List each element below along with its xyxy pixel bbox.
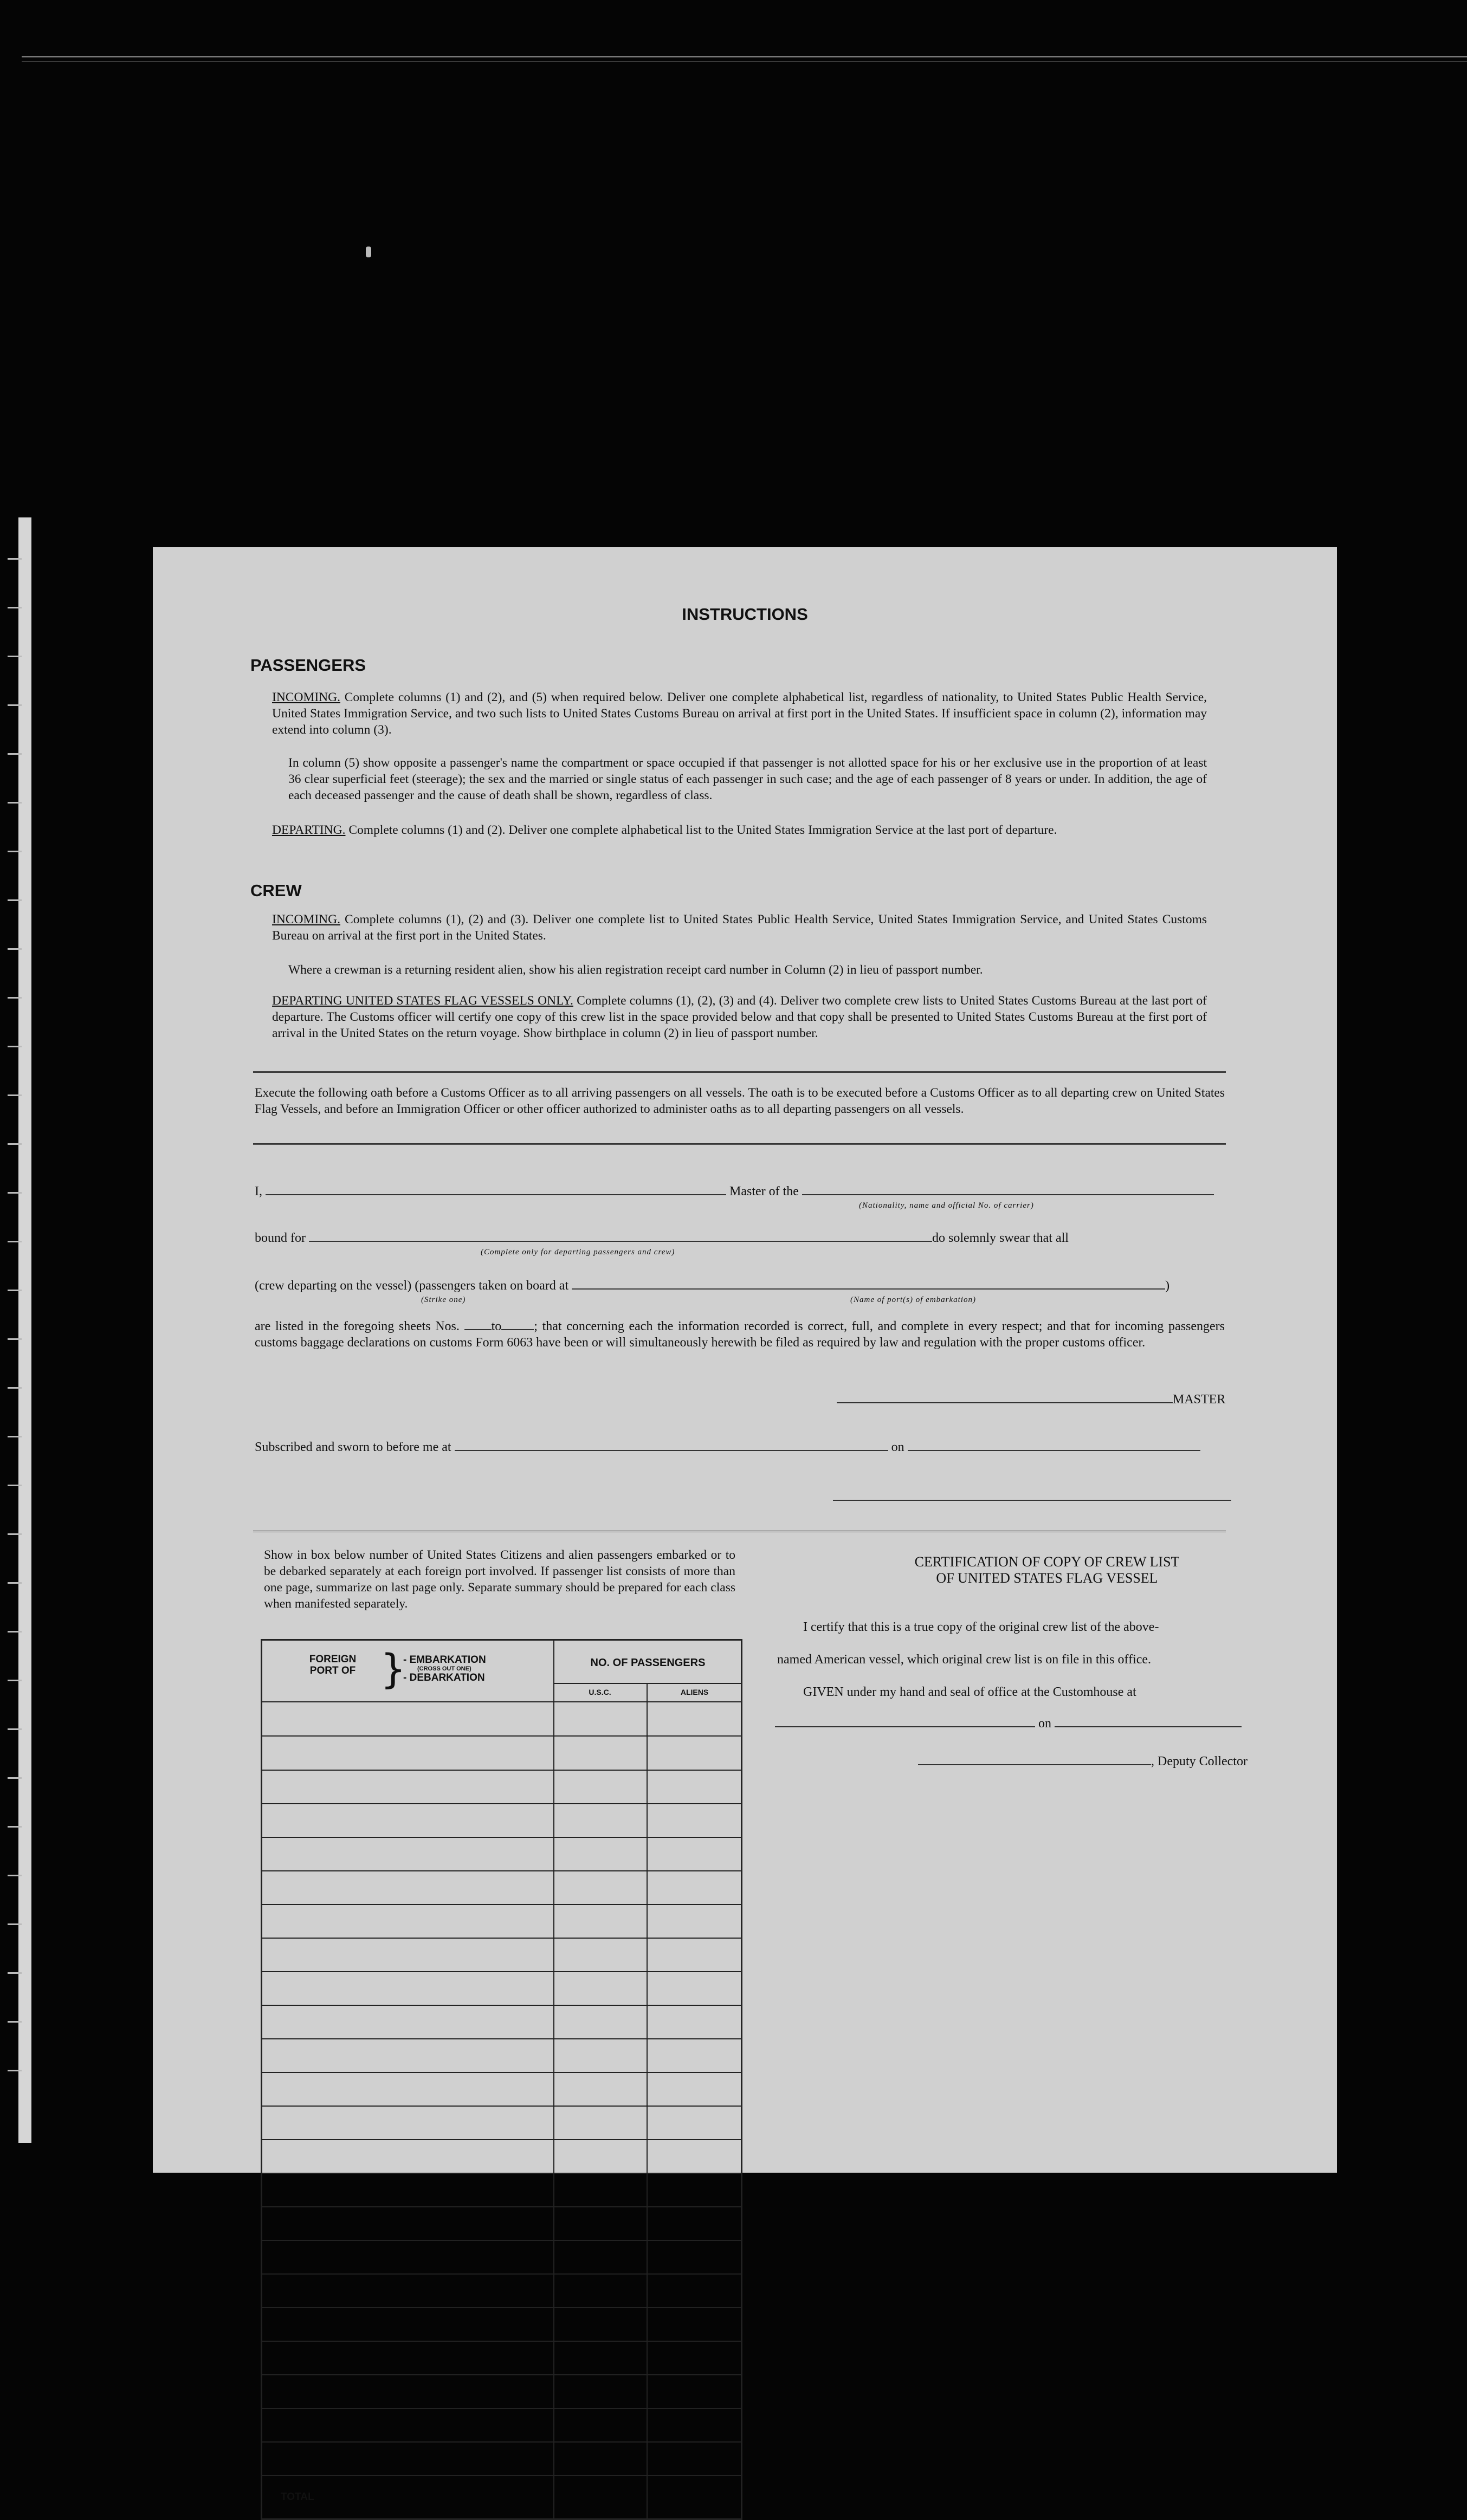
film-tick: [8, 1777, 22, 1779]
summary-instruction: Show in box below number of United States Citizens and alien passengers embarked or to be debarked separately at each foreign port involved. If passenger list consists of more than one page, summarize on last page only. Separate summary should be prepared for each class when manifested separately.: [264, 1548, 735, 1611]
embarkation-ports-field[interactable]: [572, 1288, 1165, 1290]
bound-for-field[interactable]: [309, 1241, 932, 1242]
table-row-divider: [262, 1837, 742, 1838]
table-column-divider: [553, 1641, 554, 2518]
passengers-incoming-lead: INCOMING.: [272, 690, 340, 704]
table-row-divider: [262, 2408, 742, 2409]
crew-heading: CREW: [250, 881, 302, 900]
film-tick: [8, 1094, 22, 1096]
carrier-field[interactable]: [802, 1194, 1214, 1195]
listed-to: to: [491, 1319, 502, 1333]
film-tick: [8, 1582, 22, 1584]
listed-paragraph: [255, 1318, 1225, 1351]
sworn-place-field[interactable]: [455, 1450, 888, 1451]
crew-incoming-lead: INCOMING.: [272, 912, 340, 927]
film-tick: [8, 948, 22, 950]
table-header-rule: [262, 1701, 742, 1702]
film-tick: [8, 1923, 22, 1925]
table-row-divider: [262, 2038, 742, 2039]
section-divider: [253, 1531, 1226, 1534]
film-tick: [8, 899, 22, 901]
film-tick: [8, 1875, 22, 1876]
table-total-divider: [262, 2475, 742, 2476]
sheet-to-field[interactable]: [501, 1329, 534, 1330]
oath-line-master: [255, 1184, 1214, 1199]
total-label: TOTAL: [281, 2491, 314, 2503]
strike-one-caption: (Strike one): [421, 1295, 466, 1304]
film-tick: [8, 1680, 22, 1681]
cert-place-field[interactable]: [775, 1726, 1035, 1727]
officer-signature-line: [833, 1490, 1231, 1505]
table-row-divider: [262, 2206, 742, 2207]
table-row-divider: [262, 2173, 742, 2174]
listed-prefix: are listed in the foregoing sheets Nos.: [255, 1319, 460, 1333]
film-tick: [8, 607, 22, 608]
close-paren: ): [1165, 1279, 1170, 1293]
film-tick: [8, 1143, 22, 1145]
cert-on-label: on: [1038, 1716, 1051, 1731]
master-name-field[interactable]: [266, 1194, 726, 1195]
table-row-divider: [262, 1803, 742, 1804]
film-edge-line: [22, 61, 1467, 62]
table-header-divider: [553, 1683, 742, 1684]
film-tick: [8, 997, 22, 999]
table-row-divider: [262, 2307, 742, 2308]
oath-instruction: Execute the following oath before a Customs Officer as to all arriving passengers on all vessels. The oath is to be executed before a Customs Officer as to all departing crew on United States Flag Vessels, and before an Immigration Officer or other officer authorized to administer oaths as to all departing passengers on all vessels.: [255, 1086, 1225, 1116]
table-row-divider: [262, 1770, 742, 1771]
passengers-departing-paragraph: [272, 822, 1207, 838]
table-column-divider: [647, 1683, 648, 2518]
foreign-port-header: FOREIGN PORT OF: [309, 1654, 357, 1676]
oath-line-crew: [255, 1279, 1169, 1293]
film-edge-line: [22, 56, 1467, 57]
usc-header: U.S.C.: [589, 1688, 611, 1696]
master-signature-field[interactable]: [837, 1402, 1173, 1403]
cert-place-date-line: [775, 1716, 1242, 1731]
officer-signature-field[interactable]: [833, 1500, 1231, 1501]
film-tick: [8, 1241, 22, 1242]
passengers-heading: PASSENGERS: [250, 656, 366, 675]
aliens-header: ALIENS: [680, 1688, 709, 1696]
film-tick: [8, 1290, 22, 1291]
passengers-incoming-paragraph: [272, 689, 1207, 738]
table-row-divider: [262, 1870, 742, 1871]
debarkation-header: - DEBARKATION: [403, 1672, 485, 1683]
listed-text: ; that concerning each the information recorded is correct, full, and complete in every respect; and that for incoming passengers customs baggage declarations on customs Form 6063 have been or will simultaneously herewith be filed as required by law and regulation with the proper customs officer.: [255, 1319, 1225, 1350]
film-tick: [8, 1728, 22, 1730]
sheet-from-field[interactable]: [464, 1329, 492, 1330]
certify-line1: I certify that this is a true copy of the original crew list of the above-: [803, 1620, 1159, 1634]
table-row-divider: [262, 1904, 742, 1905]
film-tick: [8, 851, 22, 852]
film-tick: [8, 656, 22, 657]
crew-departing-lead: DEPARTING UNITED STATES FLAG VESSELS ONLY.: [272, 994, 573, 1008]
film-tick: [8, 753, 22, 755]
master-of-label: Master of the: [729, 1184, 799, 1199]
film-tick: [8, 1192, 22, 1194]
certification-title-line2: OF UNITED STATES FLAG VESSEL: [936, 1570, 1158, 1586]
certify-line2: named American vessel, which original crew list is on file in this office.: [777, 1653, 1152, 1667]
complete-only-caption: (Complete only for departing passengers and crew): [481, 1248, 675, 1256]
master-label: MASTER: [1173, 1392, 1226, 1407]
film-tick: [8, 1485, 22, 1486]
table-row-divider: [262, 1938, 742, 1939]
bound-for-label: bound for: [255, 1231, 306, 1245]
film-tick: [8, 1436, 22, 1437]
film-tick: [8, 1972, 22, 1974]
crew-departing-text: (crew departing on the vessel) (passengers taken on board at: [255, 1279, 569, 1293]
crew-departing-paragraph: [272, 993, 1207, 1041]
given-text: GIVEN under my hand and seal of office at the Customhouse at: [803, 1685, 1136, 1699]
table-row-divider: [262, 2441, 742, 2443]
table-row-divider: [262, 1971, 742, 1972]
crew-resident-paragraph: Where a crewman is a returning resident alien, show his alien registration receipt card number in Column (2) in lieu of passport number.: [288, 963, 983, 977]
header-brace: }: [380, 1646, 406, 1693]
film-tick: [8, 1387, 22, 1389]
swear-text: do solemnly swear that all: [932, 1231, 1069, 1245]
sworn-on-label: on: [891, 1440, 904, 1454]
film-tick: [8, 2021, 22, 2023]
table-row-divider: [262, 1735, 742, 1737]
page-title: INSTRUCTIONS: [682, 605, 808, 624]
film-edge-strip: [18, 517, 31, 2143]
table-row-divider: [262, 2374, 742, 2375]
table-row-divider: [262, 2139, 742, 2140]
table-row-divider: [262, 2273, 742, 2275]
crew-incoming-paragraph: [272, 911, 1207, 944]
table-row-divider: [262, 2005, 742, 2006]
master-signature-line: [837, 1392, 1225, 1407]
subscribed-label: Subscribed and sworn to before me at: [255, 1440, 451, 1454]
film-tick: [8, 1046, 22, 1047]
crew-incoming-text: Complete columns (1), (2) and (3). Deliver one complete list to United States Public Health Service, United States Immigration Service, and United States Customs Bureau on arrival at the first port in the United States.: [272, 912, 1207, 943]
passengers-incoming-text: Complete columns (1) and (2), and (5) when required below. Deliver one complete alphabetical list, regardless of nationality, to United States Public Health Service, United States Immigration Service, and two such lists to United States Customs Bureau on arrival at first port in the United States. If insufficient space in column (2), information may extend into column (3).: [272, 690, 1207, 737]
nationality-caption: (Nationality, name and official No. of carrier): [859, 1201, 1034, 1210]
table-row-divider: [262, 2240, 742, 2241]
passengers-departing-lead: DEPARTING.: [272, 823, 346, 837]
film-tick: [8, 1533, 22, 1535]
deputy-collector-line: [918, 1754, 1248, 1769]
table-row-divider: [262, 2106, 742, 2107]
certification-title-line1: CERTIFICATION OF COPY OF CREW LIST: [914, 1554, 1180, 1570]
passenger-summary-table: [261, 1639, 742, 2520]
film-tick: [8, 1631, 22, 1633]
film-tick: [8, 802, 22, 804]
cross-out-note: (CROSS OUT ONE): [417, 1666, 471, 1672]
film-tick: [8, 2070, 22, 2071]
cert-date-field[interactable]: [1055, 1726, 1242, 1727]
film-tick: [8, 704, 22, 706]
film-tick: [8, 1826, 22, 1828]
embarkation-header: - EMBARKATION: [403, 1654, 486, 1666]
table-row-divider: [262, 2072, 742, 2073]
deputy-signature-field[interactable]: [918, 1764, 1151, 1765]
subscribed-line: [255, 1440, 1200, 1455]
passengers-column5-paragraph: In column (5) show opposite a passenger's name the compartment or space occupied if that passenger is not allotted space for his or her exclusive use in the proportion of at least 36 clear superficial feet (steerage); the sex and the married or single status of each passenger in such case; and the age of each passenger of 8 years or under. In addition, the age of each deceased passenger and the cause of death shall be shown, regardless of class.: [288, 756, 1207, 802]
section-divider: [253, 1143, 1226, 1147]
film-speck: [366, 247, 371, 257]
passengers-departing-text: Complete columns (1) and (2). Deliver one complete alphabetical list to the United States Immigration Service at the last port of departure.: [348, 823, 1057, 837]
deputy-collector-label: , Deputy Collector: [1151, 1754, 1248, 1768]
no-passengers-header: NO. OF PASSENGERS: [590, 1657, 706, 1669]
table-row-divider: [262, 2341, 742, 2342]
form-sheet: [153, 547, 1337, 2503]
film-tick: [8, 1338, 22, 1340]
crew-departing-text: Complete columns (1), (2), (3) and (4). Deliver two complete crew lists to United States Customs Bureau at the last port of departure. The Customs officer will certify one copy of this crew list in the space provided below and that copy shall be presented to United States Customs Bureau at the first port of arrival in the United States on the return voyage. Show birthplace in column (2) in lieu of passport number.: [272, 994, 1207, 1040]
oath-line-bound: [255, 1231, 1069, 1246]
ports-caption: (Name of port(s) of embarkation): [850, 1295, 976, 1304]
film-tick: [8, 558, 22, 560]
oath-i-label: I,: [255, 1184, 262, 1199]
sworn-date-field[interactable]: [908, 1450, 1200, 1451]
section-divider: [253, 1071, 1226, 1075]
